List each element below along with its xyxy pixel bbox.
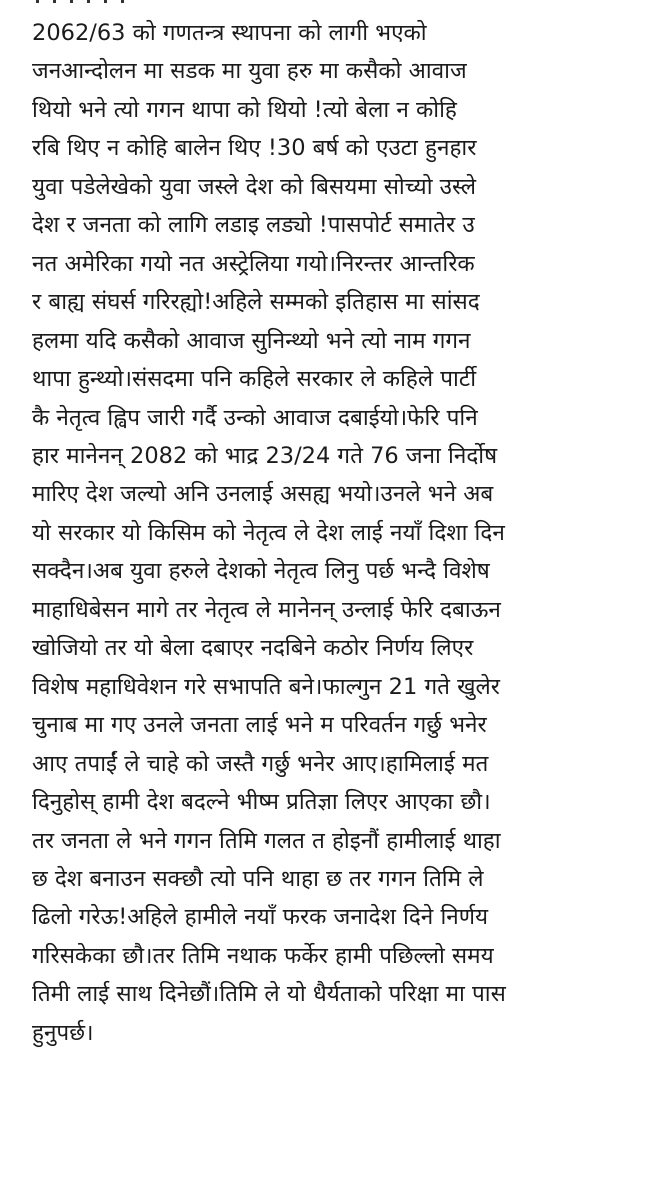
text-line: नत अमेरिका गयो नत अस्ट्रेलिया गयो।निरन्तर आन्तरिक — [32, 250, 475, 277]
post-body-text — [32, 14, 632, 1052]
text-line: थापा हुन्थ्यो।संसदमा पनि कहिले सरकार ले कहिले पार्टी — [32, 366, 477, 393]
text-line: देश र जनता को लागि लडाइ लड्यो !पासपोर्ट समातेर उ — [32, 212, 475, 239]
text-line: हुनुपर्छ। — [32, 1019, 94, 1046]
text-line: सक्दैन।अब युवा हरुले देशको नेतृत्व लिनु पर्छ भन्दै विशेष — [32, 558, 490, 585]
text-line: दिनुहोस् हामी देश बदल्ने भीष्म प्रतिज्ञा लिएर आएका छौ। — [32, 789, 491, 816]
text-line: गरिसकेका छौ।तर तिमि नथाक फर्केर हामी पछिल्लो समय — [32, 942, 494, 969]
text-line: हलमा यदि कसैको आवाज सुनिन्थ्यो भने त्यो नाम गगन — [32, 327, 471, 354]
text-line: मारिए देश जल्यो अनि उनलाई असह्य भयो।उनले भने अब — [32, 481, 494, 508]
text-line: 2062/63 को गणतन्त्र स्थापना को लागी भएको — [32, 20, 427, 46]
text-line: छ देश बनाउन सक्छौ त्यो पनि थाहा छ तर गगन तिमि ले — [32, 865, 484, 892]
text-line: हार मानेनन् 2082 को भाद्र 23/24 गते 76 जना निर्दोष — [32, 442, 498, 469]
text-line: माहाधिबेसन मागे तर नेतृत्व ले मानेनन् उन्लाई फेरि दबाऊन — [32, 596, 501, 623]
text-line: चुनाब मा गए उनले जनता लाई भने म परिवर्तन गर्छु भनेर — [32, 712, 487, 739]
text-line: थियो भने त्यो गगन थापा को थियो !त्यो बेला न कोहि — [32, 96, 457, 123]
text-line: यो सरकार यो किसिम को नेतृत्व ले देश लाई नयाँ दिशा दिन — [32, 519, 505, 546]
text-line: तिमी लाई साथ दिनेछौं।तिमि ले यो धैर्यताको परिक्षा मा पास — [32, 981, 506, 1008]
text-line: विशेष महाधिवेशन गरे सभापति बने।फाल्गुन 21 गते खुलेर — [32, 673, 500, 700]
cropped-previous-line — [36, 0, 156, 4]
text-line: कै नेतृत्व ह्विप जारी गर्दै उन्को आवाज दबाईयो।फेरि पनि — [32, 404, 478, 431]
text-line: र बाह्य संघर्स गरिरह्यो!अहिले सम्मको इतिहास मा सांसद — [32, 289, 480, 316]
text-line: ढिलो गरेऊ!अहिले हामीले नयाँ फरक जनादेश दिने निर्णय — [32, 904, 489, 931]
text-line: तर जनता ले भने गगन तिमि गलत त होइनौं हामीलाई थाहा — [32, 827, 501, 854]
text-line: आए तपाईं ले चाहे को जस्तै गर्छु भनेर आए।हामिलाई मत — [32, 750, 489, 777]
text-line: खोजियो तर यो बेला दबाएर नदबिने कठोर निर्णय लिएर — [32, 635, 474, 662]
text-line: युवा पडेलेखेको युवा जस्ले देश को बिसयमा सोच्यो उस्ले — [32, 173, 477, 200]
text-line: जनआन्दोलन मा सडक मा युवा हरु मा कसैको आवाज — [32, 58, 467, 85]
text-line: रबि थिए न कोहि बालेन थिए !30 बर्ष को एउटा हुनहार — [32, 135, 477, 162]
